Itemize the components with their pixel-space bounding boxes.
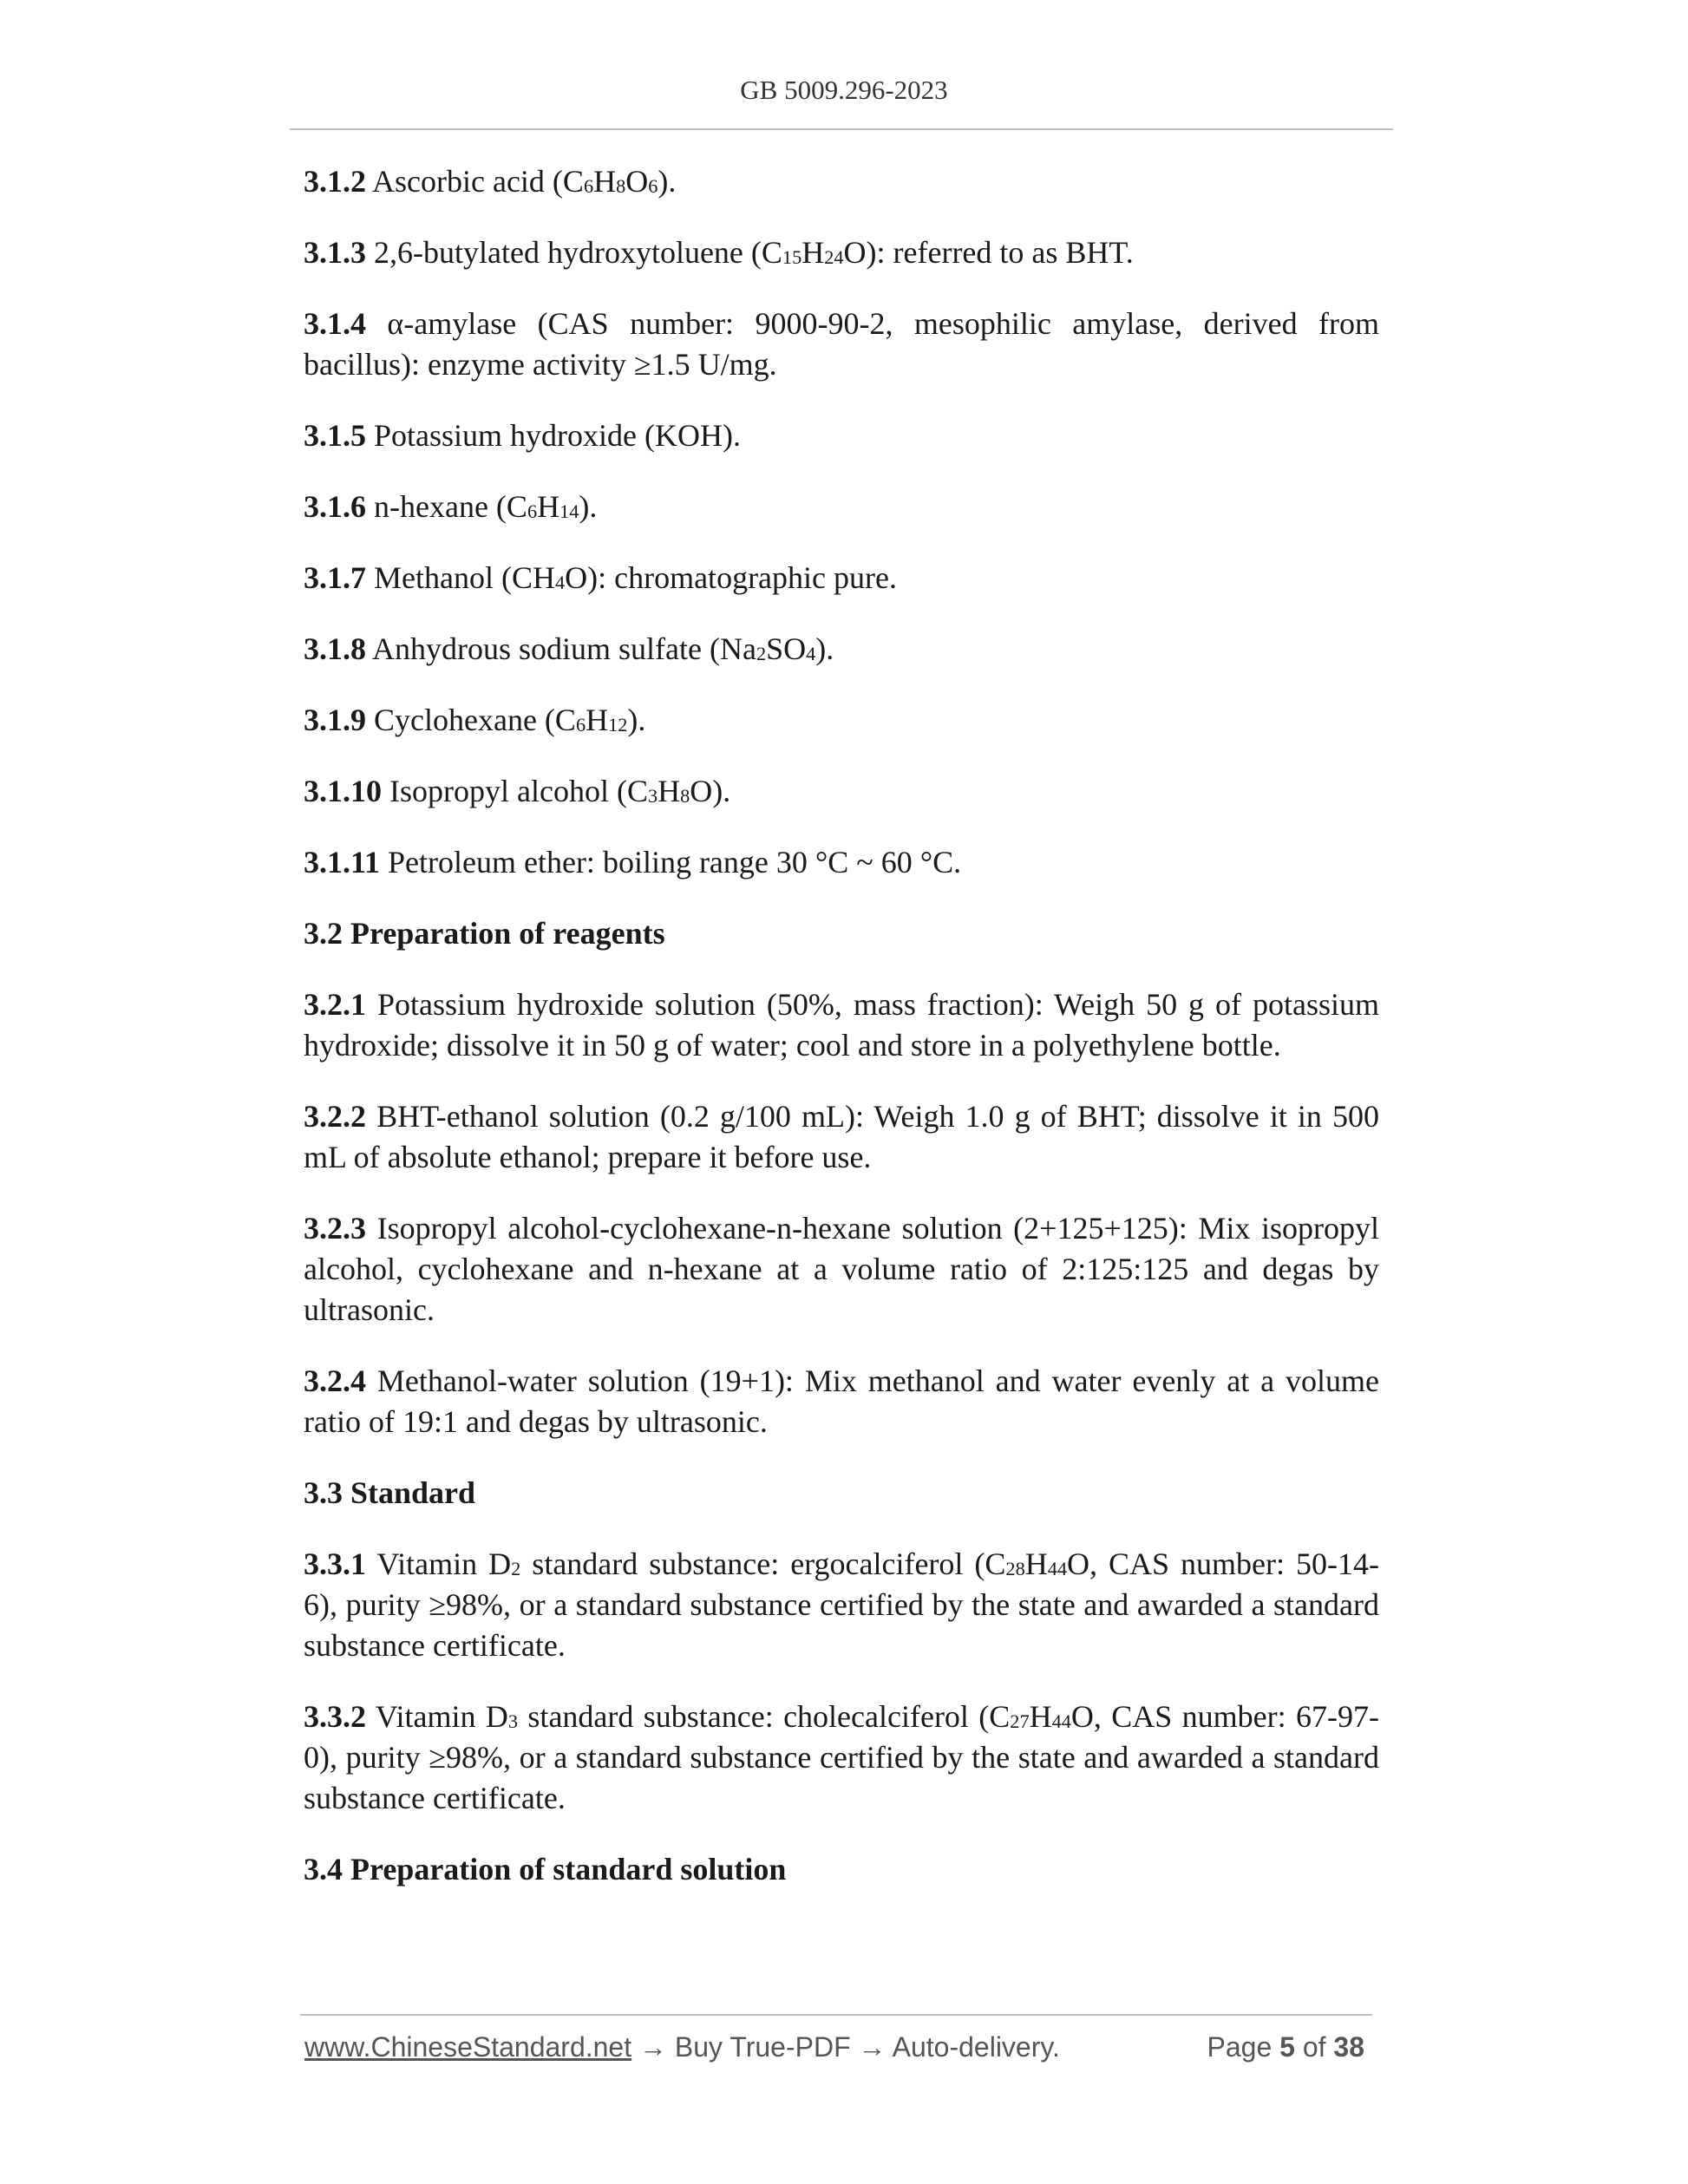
page-number [1207,2031,1364,2063]
document-body [304,161,1379,1920]
clause-3-3-2: 3.3.2 Vitamin $D_3$ standard substance: cholecalciferol ($C_{27}H_{44}O$, CAS number: 67-97-0), purity ≥98%, or a standard substance certified by the state and awarded a standard substance certificate. [304,1699,1379,1815]
page-label: Page [1207,2031,1273,2063]
clause-3-1-3: 3.1.3 2,6-butylated hydroxytoluene $(C_{15}H_{24}O)$: referred to as BHT. [304,235,1134,270]
clause-3-1-4: 3.1.4 α-amylase (CAS number: 9000-90-2, mesophilic amylase, derived from bacillus): enzyme activity ≥1.5 U/mg. [304,306,1379,382]
section-heading-3-4: 3.4 Preparation of standard solution [304,1852,787,1886]
clause-3-2-1: 3.2.1 Potassium hydroxide solution (50%, mass fraction): Weigh 50 g of potassium hydroxide; dissolve it in 50 g of water; cool and store in a polyethylene bottle. [304,987,1379,1063]
clause-3-1-6: 3.1.6 n-hexane $(C_6H_{14})$. [304,489,598,524]
arrow-icon: → [631,2031,675,2063]
clause-3-1-5: 3.1.5 Potassium hydroxide (KOH). [304,418,741,453]
page-header: GB 5009.296-2023 [740,75,948,105]
section-heading-3-2: 3.2 Preparation of reagents [304,916,665,951]
clause-3-2-3: 3.2.3 Isopropyl alcohol-cyclohexane-n-hexane solution (2+125+125): Mix isopropyl alcohol, cyclohexane and n-hexane at a volume ratio of 2:125:125 and degas by ultrasonic. [304,1211,1379,1327]
clause-3-2-2: 3.2.2 BHT-ethanol solution (0.2 g/100 mL): Weigh 1.0 g of BHT; dissolve it in 500 mL of absolute ethanol; prepare it before use. [304,1099,1379,1174]
clause-3-3-1: 3.3.1 Vitamin $D_2$ standard substance: ergocalciferol ($C_{28}H_{44}O$, CAS number: 50-14-6), purity ≥98%, or a standard substance certified by the state and awarded a standard substance certificate. [304,1546,1379,1663]
auto-delivery-text: Auto-delivery. [892,2031,1060,2063]
clause-3-1-7: 3.1.7 Methanol $(CH_4O)$: chromatographic pure. [304,560,897,595]
clause-3-1-11: 3.1.11 Petroleum ether: boiling range 30 °C ~ 60 °C. [304,845,962,879]
clause-3-1-9: 3.1.9 Cyclohexane $(C_6H_{12})$. [304,703,646,737]
footer-links [304,2031,1060,2063]
of-label: of [1302,2031,1326,2063]
clause-3-1-8: 3.1.8 Anhydrous sodium sulfate $(Na_2SO_4)$. [304,631,834,666]
clause-3-1-10: 3.1.10 Isopropyl alcohol $(C_3H_8O)$. [304,774,731,808]
clause-3-2-4: 3.2.4 Methanol-water solution (19+1): Mix methanol and water evenly at a volume ratio of 19:1 and degas by ultrasonic. [304,1363,1379,1439]
buy-true-pdf-text: Buy True-PDF [674,2031,851,2063]
header-divider [290,128,1393,130]
arrow-icon: → [850,2031,893,2063]
total-pages: 38 [1333,2031,1364,2063]
site-link[interactable]: www.ChineseStandard.net [304,2031,632,2063]
current-page: 5 [1279,2031,1295,2063]
section-heading-3-3: 3.3 Standard [304,1475,476,1510]
page-footer [304,2031,1371,2075]
footer-divider [300,2014,1372,2016]
clause-3-1-2: 3.1.2 Ascorbic acid $(C_6H_8O_6)$. [304,164,677,199]
